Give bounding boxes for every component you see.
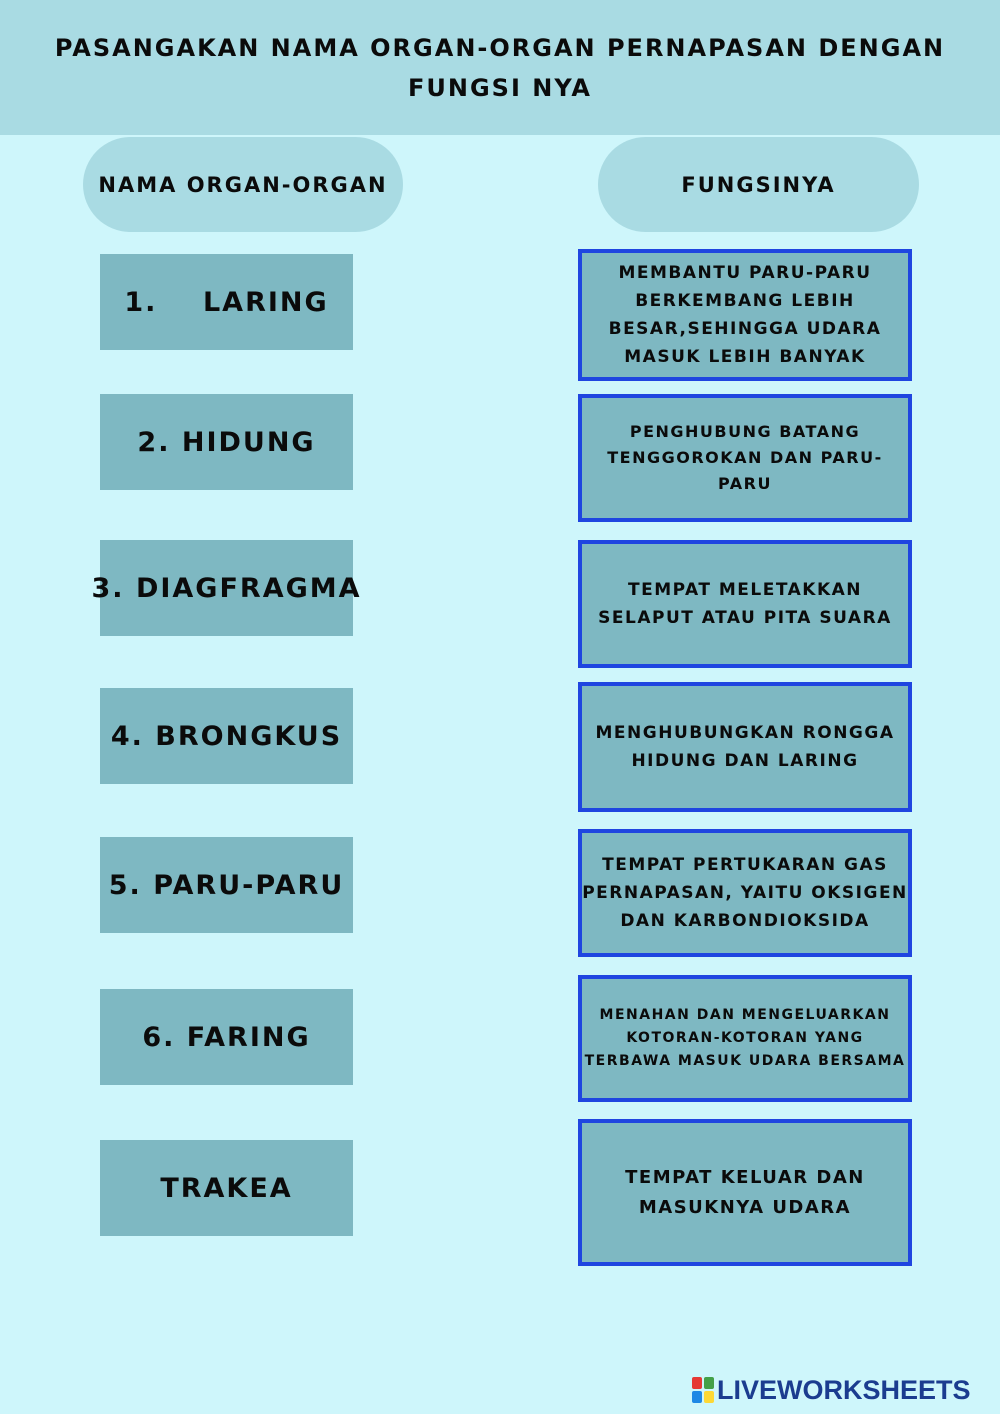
organ-item-laring[interactable]: 1. LARING bbox=[100, 254, 353, 350]
liveworksheets-logo bbox=[692, 1373, 971, 1407]
column-header-organ-names: NAMA ORGAN-ORGAN bbox=[83, 137, 403, 232]
organ-item-brongkus[interactable]: 4. BRONGKUS bbox=[100, 688, 353, 784]
organ-item-diagfragma[interactable]: 3. DIAGFRAGMA bbox=[100, 540, 353, 636]
organ-item-paru-paru[interactable]: 5. PARU-PARU bbox=[100, 837, 353, 933]
column-header-functions: FUNGSINYA bbox=[598, 137, 919, 232]
function-box-4[interactable]: MENGHUBUNGKAN RONGGA HIDUNG DAN LARING bbox=[578, 682, 912, 812]
organ-item-faring[interactable]: 6. FARING bbox=[100, 989, 353, 1085]
function-box-3[interactable]: TEMPAT MELETAKKAN SELAPUT ATAU PITA SUARA bbox=[578, 540, 912, 668]
organ-item-hidung[interactable]: 2. HIDUNG bbox=[100, 394, 353, 490]
function-box-2[interactable]: PENGHUBUNG BATANG TENGGOROKAN DAN PARU-PARU bbox=[578, 394, 912, 522]
logo-mark-icon bbox=[692, 1377, 714, 1403]
function-box-7[interactable]: TEMPAT KELUAR DAN MASUKNYA UDARA bbox=[578, 1119, 912, 1266]
organ-item-trakea[interactable]: TRAKEA bbox=[100, 1140, 353, 1236]
function-box-6[interactable]: MENAHAN DAN MENGELUARKAN KOTORAN-KOTORAN YANG TERBAWA MASUK UDARA BERSAMA bbox=[578, 975, 912, 1102]
function-box-1[interactable]: MEMBANTU PARU-PARU BERKEMBANG LEBIH BESAR,SEHINGGA UDARA MASUK LEBIH BANYAK bbox=[578, 249, 912, 381]
function-box-5[interactable]: TEMPAT PERTUKARAN GAS PERNAPASAN, YAITU OKSIGEN DAN KARBONDIOKSIDA bbox=[578, 829, 912, 957]
logo-text: LIVEWORKSHEETS bbox=[717, 1374, 971, 1405]
page-title: PASANGAKAN NAMA ORGAN-ORGAN PERNAPASAN DENGAN FUNGSI NYA bbox=[54, 34, 946, 102]
